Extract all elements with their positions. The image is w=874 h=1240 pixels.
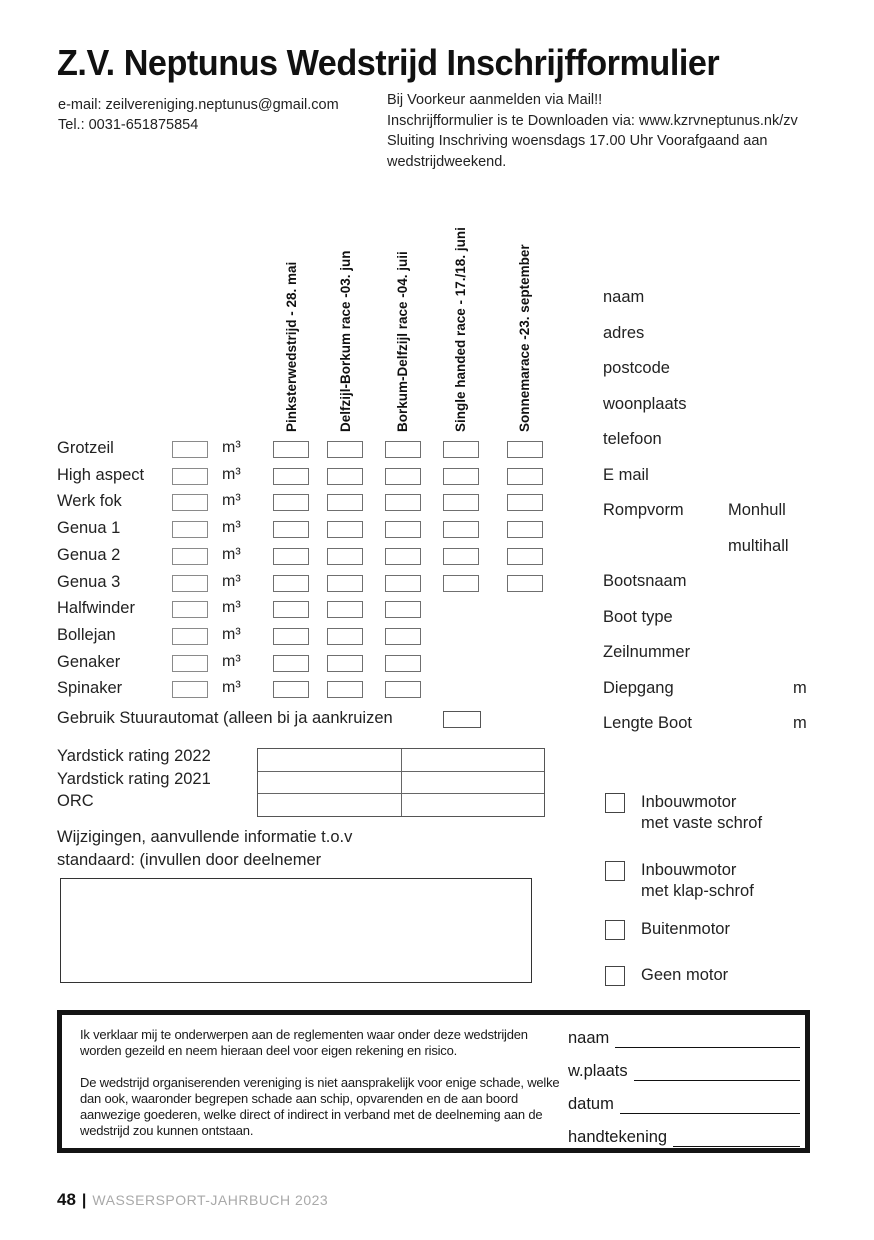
sail-row-werk-fok — [57, 491, 557, 518]
diepgang-label: Diepgang — [603, 679, 674, 697]
sail-row-genua-1 — [57, 518, 557, 545]
changes-label-line-1: Wijzigingen, aanvullende informatie t.o.v — [57, 828, 353, 846]
sail-area-input[interactable] — [172, 468, 208, 485]
unit-label: m³ — [222, 466, 241, 483]
race-column-header-pinksterwedstrijd: Pinksterwedstrijd - 28. mai — [284, 261, 299, 432]
field-naam: naam — [603, 288, 645, 306]
sail-area-input[interactable] — [172, 601, 208, 618]
boat-fields — [603, 288, 853, 748]
sail-row-bollejan — [57, 625, 557, 652]
race-checkbox[interactable] — [443, 494, 479, 511]
page-title: Z.V. Neptunus Wedstrijd Inschrijfformulier — [57, 42, 720, 83]
race-checkbox[interactable] — [443, 468, 479, 485]
race-checkbox[interactable] — [507, 494, 543, 511]
contact-block — [58, 95, 339, 135]
field-email: E mail — [603, 466, 649, 484]
lengte-boot-label: Lengte Boot — [603, 714, 692, 732]
notice-block — [387, 90, 798, 172]
race-checkbox[interactable] — [507, 575, 543, 592]
sail-row-grotzeil — [57, 438, 557, 465]
sail-area-input[interactable] — [172, 628, 208, 645]
race-checkbox[interactable] — [385, 548, 421, 565]
meter-unit-label: m — [793, 714, 807, 732]
rating-input-cell[interactable] — [258, 749, 402, 771]
race-checkbox[interactable] — [385, 494, 421, 511]
motor-option-line-1: Inbouwmotor — [641, 861, 737, 879]
race-checkbox[interactable] — [327, 681, 363, 698]
autopilot-label: Gebruik Stuurautomat (alleen bi ja aankruizen — [57, 709, 393, 727]
field-lengte-boot — [603, 714, 807, 733]
sail-label: Halfwinder — [57, 599, 135, 617]
race-checkbox[interactable] — [443, 441, 479, 458]
race-checkbox[interactable] — [327, 468, 363, 485]
changes-label — [57, 826, 352, 871]
rating-label-orc: ORC — [57, 792, 94, 810]
unit-label: m³ — [222, 492, 241, 509]
motor-option-label — [641, 860, 754, 902]
motor-checkbox[interactable] — [605, 861, 625, 881]
sail-area-input[interactable] — [172, 681, 208, 698]
unit-label: m³ — [222, 519, 241, 536]
race-column-header-single-handed: Single handed race - 17./18. juni — [453, 227, 468, 432]
ratings-row-2022 — [258, 749, 544, 772]
race-checkbox[interactable] — [327, 655, 363, 672]
race-checkbox[interactable] — [385, 575, 421, 592]
signature-line-handtekening[interactable] — [673, 1129, 800, 1147]
field-diepgang — [603, 679, 807, 698]
field-adres: adres — [603, 324, 645, 342]
rating-input-cell[interactable] — [258, 794, 402, 816]
rating-label-2021: Yardstick rating 2021 — [57, 769, 211, 788]
ratings-row-2021 — [258, 772, 544, 795]
unit-label: m³ — [222, 573, 241, 590]
hull-option-monhull[interactable]: Monhull — [728, 501, 786, 519]
race-checkbox[interactable] — [273, 521, 309, 538]
race-checkbox[interactable] — [443, 575, 479, 592]
declaration-paragraph-2: De wedstrijd organiserenden vereniging is niet aansprakelijk voor enige schade, welke dan ook, waaronder begrepen schade aan schip, opvarenden en de aan boord aanwezige goederen, welke direct of indirect in verband met de deelneming aan de wedstrijd zou kunnen ontstaan. — [80, 1075, 560, 1138]
sail-label: Grotzeil — [57, 439, 114, 457]
motor-checkbox[interactable] — [605, 793, 625, 813]
race-checkbox[interactable] — [273, 548, 309, 565]
motor-option-label: Buitenmotor — [641, 920, 730, 938]
race-checkbox[interactable] — [273, 601, 309, 618]
sail-label: Werk fok — [57, 492, 122, 510]
sail-row-genaker — [57, 652, 557, 679]
race-checkbox[interactable] — [507, 521, 543, 538]
field-postcode: postcode — [603, 359, 670, 377]
race-checkbox[interactable] — [273, 441, 309, 458]
race-checkbox[interactable] — [273, 655, 309, 672]
sail-grid — [57, 438, 557, 706]
page-footer — [57, 1190, 328, 1210]
field-bootsnaam: Bootsnaam — [603, 572, 687, 590]
race-checkbox[interactable] — [273, 494, 309, 511]
sail-area-input[interactable] — [172, 548, 208, 565]
ratings-table — [257, 748, 545, 817]
race-checkbox[interactable] — [385, 601, 421, 618]
sail-label: Genua 2 — [57, 546, 121, 564]
sail-row-high-aspect — [57, 465, 557, 492]
sail-label: Genua 3 — [57, 573, 121, 591]
motor-option-label — [641, 792, 762, 834]
race-checkbox[interactable] — [327, 441, 363, 458]
notice-line-4: wedstrijdweekend. — [387, 153, 507, 170]
sail-row-genua-2 — [57, 545, 557, 572]
declaration-box — [57, 1010, 810, 1153]
sail-label: Genaker — [57, 653, 121, 671]
race-checkbox[interactable] — [507, 441, 543, 458]
race-checkbox[interactable] — [385, 628, 421, 645]
signature-line-naam[interactable] — [615, 1030, 800, 1048]
race-checkbox[interactable] — [273, 468, 309, 485]
motor-option-line-2: met vaste schrof — [641, 814, 763, 832]
race-column-header-delfzijl-borkum: Delfzijl-Borkum race -03. jun — [338, 250, 353, 432]
motor-option-label: Geen motor — [641, 966, 729, 984]
signature-line-datum[interactable] — [620, 1096, 800, 1114]
motor-option-line-2: met klap-schrof — [641, 882, 754, 900]
signature-label-naam: naam — [568, 1029, 610, 1047]
race-column-header-borkum-delfzijl: Borkum-Delfzijl race -04. juii — [395, 251, 410, 432]
ratings-row-orc — [258, 794, 544, 816]
unit-label: m³ — [222, 546, 241, 563]
rating-input-cell[interactable] — [258, 772, 402, 794]
race-checkbox[interactable] — [385, 655, 421, 672]
sail-area-input[interactable] — [172, 655, 208, 672]
notice-line-2: Inschrijfformulier is te Downloaden via: www.kzrvneptunus.nk/zv — [387, 112, 798, 129]
signature-row-handtekening — [568, 1128, 800, 1147]
motor-checkbox[interactable] — [605, 920, 625, 940]
sail-row-halfwinder — [57, 598, 557, 625]
notice-line-3: Sluiting Inschriving woensdags 17.00 Uhr Voorafgaand aan — [387, 133, 768, 149]
race-checkbox[interactable] — [443, 521, 479, 538]
unit-label: m³ — [222, 626, 241, 643]
race-checkbox[interactable] — [327, 628, 363, 645]
signature-label-wplaats: w.plaats — [568, 1062, 628, 1080]
unit-label: m³ — [222, 439, 241, 456]
unit-label: m³ — [222, 679, 241, 696]
race-checkbox[interactable] — [327, 575, 363, 592]
field-telefoon: telefoon — [603, 430, 662, 448]
race-checkbox[interactable] — [507, 468, 543, 485]
unit-label: m³ — [222, 653, 241, 670]
signature-line-wplaats[interactable] — [634, 1063, 800, 1081]
page-number: 48 — [57, 1190, 76, 1209]
hull-option-multihall[interactable]: multihall — [728, 537, 789, 555]
contact-tel: Tel.: 0031-651875854 — [58, 117, 199, 133]
field-boot-type: Boot type — [603, 608, 673, 626]
sail-label: High aspect — [57, 466, 145, 484]
race-checkbox[interactable] — [385, 468, 421, 485]
signature-label-datum: datum — [568, 1095, 614, 1113]
race-checkbox[interactable] — [327, 601, 363, 618]
autopilot-row — [57, 707, 557, 731]
field-rompvorm — [603, 501, 786, 520]
motor-option-line-1: Inbouwmotor — [641, 793, 737, 811]
sail-label: Spinaker — [57, 679, 123, 697]
sail-area-input[interactable] — [172, 575, 208, 592]
race-checkbox[interactable] — [273, 575, 309, 592]
sail-row-spinaker — [57, 678, 557, 705]
signature-label-handtekening: handtekening — [568, 1128, 668, 1146]
race-checkbox[interactable] — [385, 521, 421, 538]
rompvorm-label: Rompvorm — [603, 501, 684, 519]
motor-checkbox[interactable] — [605, 966, 625, 986]
race-checkbox[interactable] — [507, 548, 543, 565]
race-checkbox[interactable] — [385, 441, 421, 458]
footer-separator: | — [81, 1192, 87, 1209]
sail-area-input[interactable] — [172, 441, 208, 458]
sail-label: Bollejan — [57, 626, 116, 644]
race-checkbox[interactable] — [385, 681, 421, 698]
race-column-header-sonnemarace: Sonnemarace -23. september — [517, 244, 532, 432]
signature-row-naam — [568, 1029, 800, 1048]
race-checkbox[interactable] — [327, 494, 363, 511]
declaration-paragraph-1: Ik verklaar mij te onderwerpen aan de reglementen waar onder deze wedstrijden worden gezeild en neem hieraan deel voor eigen rekening en risico. — [80, 1027, 528, 1058]
race-checkbox[interactable] — [327, 521, 363, 538]
meter-unit-label: m — [793, 679, 807, 697]
race-checkbox[interactable] — [273, 681, 309, 698]
sail-row-genua-3 — [57, 572, 557, 599]
rating-input-cell[interactable] — [402, 794, 545, 816]
sail-area-input[interactable] — [172, 494, 208, 511]
footer-book-title: WASSERSPORT-JAHRBUCH 2023 — [92, 1192, 329, 1208]
race-checkbox[interactable] — [273, 628, 309, 645]
changes-textarea[interactable] — [60, 878, 532, 983]
rating-input-cell[interactable] — [402, 749, 545, 771]
autopilot-checkbox[interactable] — [443, 711, 481, 728]
race-checkbox[interactable] — [443, 548, 479, 565]
rating-label-2022: Yardstick rating 2022 — [57, 747, 211, 765]
changes-label-line-2: standaard: (invullen door deelnemer — [57, 850, 322, 869]
signature-row-wplaats — [568, 1062, 800, 1081]
field-woonplaats: woonplaats — [603, 395, 687, 413]
sail-label: Genua 1 — [57, 519, 121, 537]
sail-area-input[interactable] — [172, 521, 208, 538]
field-zeilnummer: Zeilnummer — [603, 643, 691, 661]
declaration-text — [80, 1027, 570, 1139]
unit-label: m³ — [222, 599, 241, 616]
contact-email: e-mail: zeilvereniging.neptunus@gmail.com — [58, 97, 339, 113]
race-checkbox[interactable] — [327, 548, 363, 565]
rating-input-cell[interactable] — [402, 772, 545, 794]
ratings-labels — [57, 745, 211, 813]
notice-line-1: Bij Voorkeur aanmelden via Mail!! — [387, 92, 603, 108]
signature-row-datum — [568, 1095, 800, 1114]
